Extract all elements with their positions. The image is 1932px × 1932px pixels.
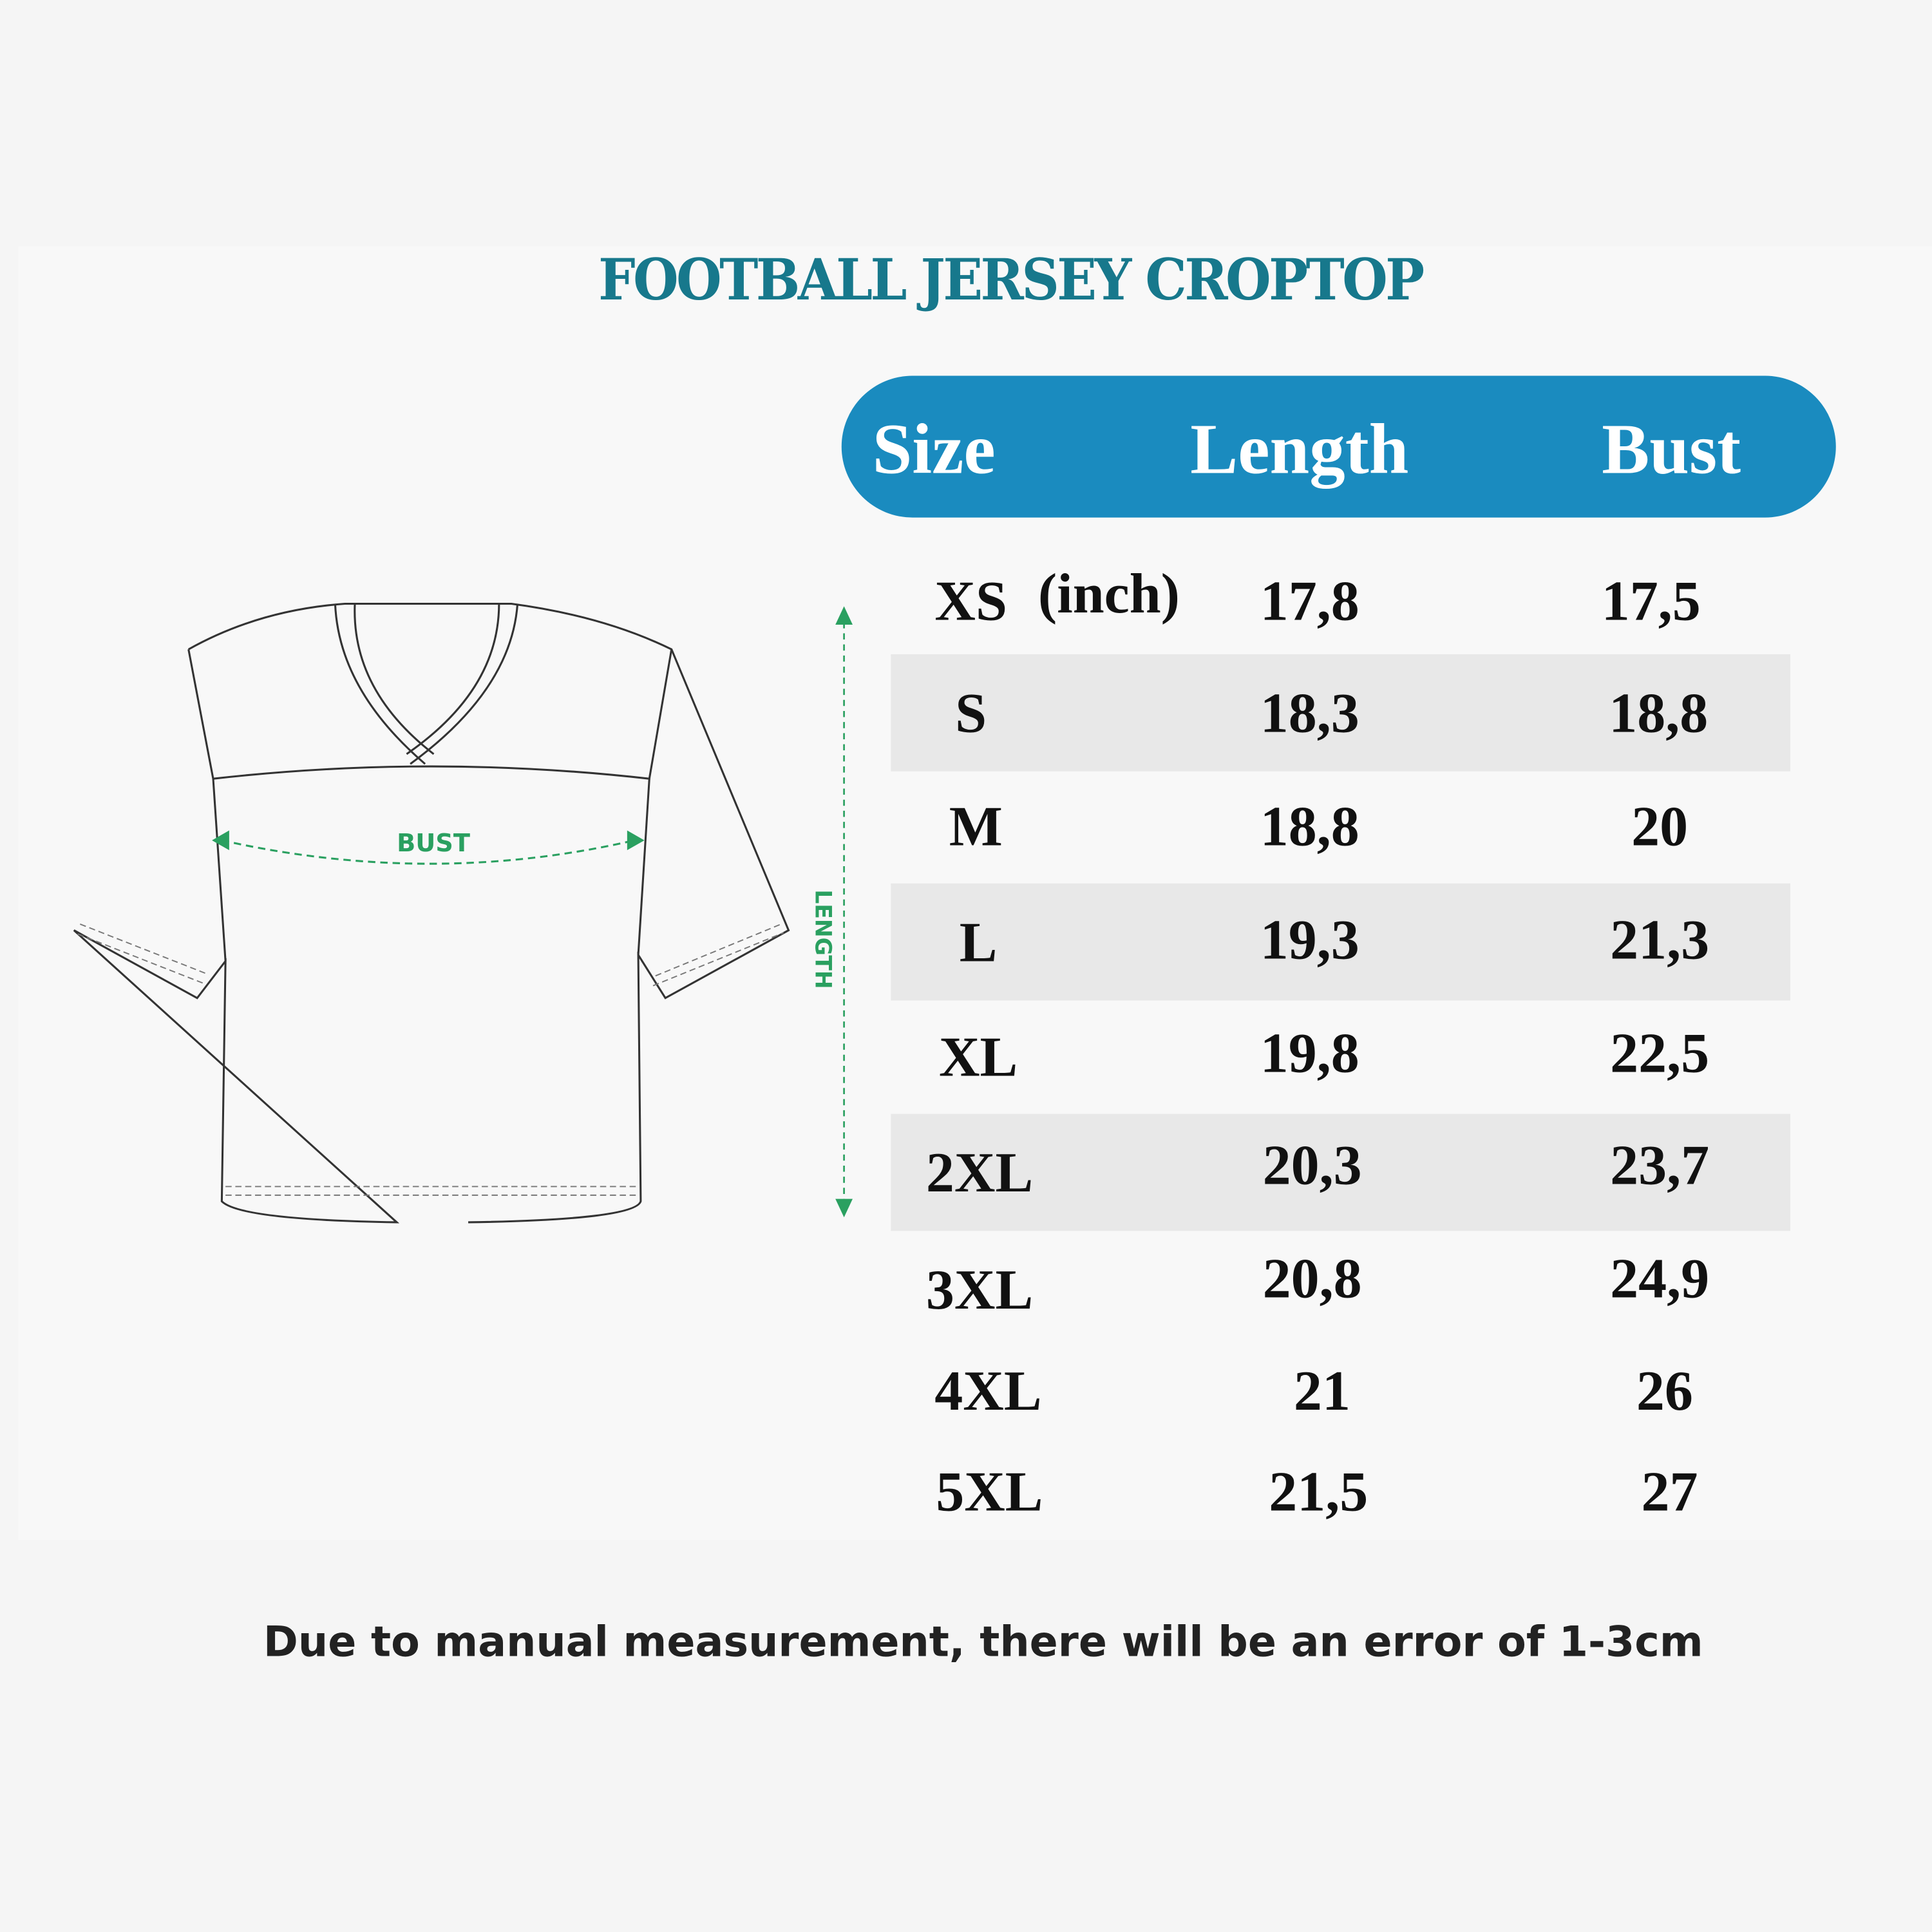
bust-cell: 23,7 xyxy=(1610,1133,1710,1197)
length-cell: 21,5 xyxy=(1269,1460,1368,1523)
jersey-outline xyxy=(74,604,789,1222)
bust-cell: 22,5 xyxy=(1610,1021,1710,1084)
size-cell: S xyxy=(955,681,987,744)
length-cell: 21 xyxy=(1293,1359,1350,1422)
bust-label: BUST xyxy=(397,828,470,858)
size-cell: XS xyxy=(934,569,1007,632)
size-cell: L xyxy=(959,910,998,974)
size-cell: 3XL xyxy=(925,1258,1034,1321)
length-cell: 19,8 xyxy=(1260,1021,1359,1084)
stitching xyxy=(78,924,784,1195)
chart-title: FOOTBALL JERSEY CROPTOP xyxy=(598,246,1423,313)
length-arrow-up-icon xyxy=(835,606,853,625)
unit-note: (inch) xyxy=(1037,562,1180,625)
length-cell: 17,8 xyxy=(1260,569,1359,632)
bust-arrow-left-icon xyxy=(212,831,229,851)
header-bust: Bust xyxy=(1602,409,1741,489)
length-cell: 19,3 xyxy=(1260,908,1359,971)
bust-cell: 20 xyxy=(1631,795,1689,858)
length-arrow-down-icon xyxy=(835,1199,853,1218)
header-size: Size xyxy=(872,409,996,489)
length-label: LENGTH xyxy=(810,889,836,989)
header-length: Length xyxy=(1190,409,1409,489)
size-cell: 5XL xyxy=(936,1460,1043,1523)
size-cell: 4XL xyxy=(934,1359,1042,1422)
bust-cell: 17,5 xyxy=(1601,569,1701,632)
bust-cell: 18,8 xyxy=(1609,681,1709,744)
bust-cell: 26 xyxy=(1636,1359,1693,1422)
measurement-disclaimer: Due to manual measurement, there will be an error of 1-3cm xyxy=(263,1618,1703,1667)
bust-cell: 27 xyxy=(1641,1460,1698,1523)
length-cell: 20,3 xyxy=(1262,1133,1362,1197)
length-cell: 18,8 xyxy=(1260,795,1359,858)
bust-cell: 21,3 xyxy=(1610,908,1710,971)
size-cell: XL xyxy=(939,1025,1018,1088)
table-header xyxy=(842,376,1836,518)
bust-cell: 24,9 xyxy=(1610,1247,1710,1310)
length-cell: 20,8 xyxy=(1262,1247,1362,1310)
bust-arrow-right-icon xyxy=(627,831,645,851)
length-cell: 18,3 xyxy=(1260,681,1359,744)
size-cell: 2XL xyxy=(925,1141,1034,1204)
size-cell: M xyxy=(949,795,1003,858)
